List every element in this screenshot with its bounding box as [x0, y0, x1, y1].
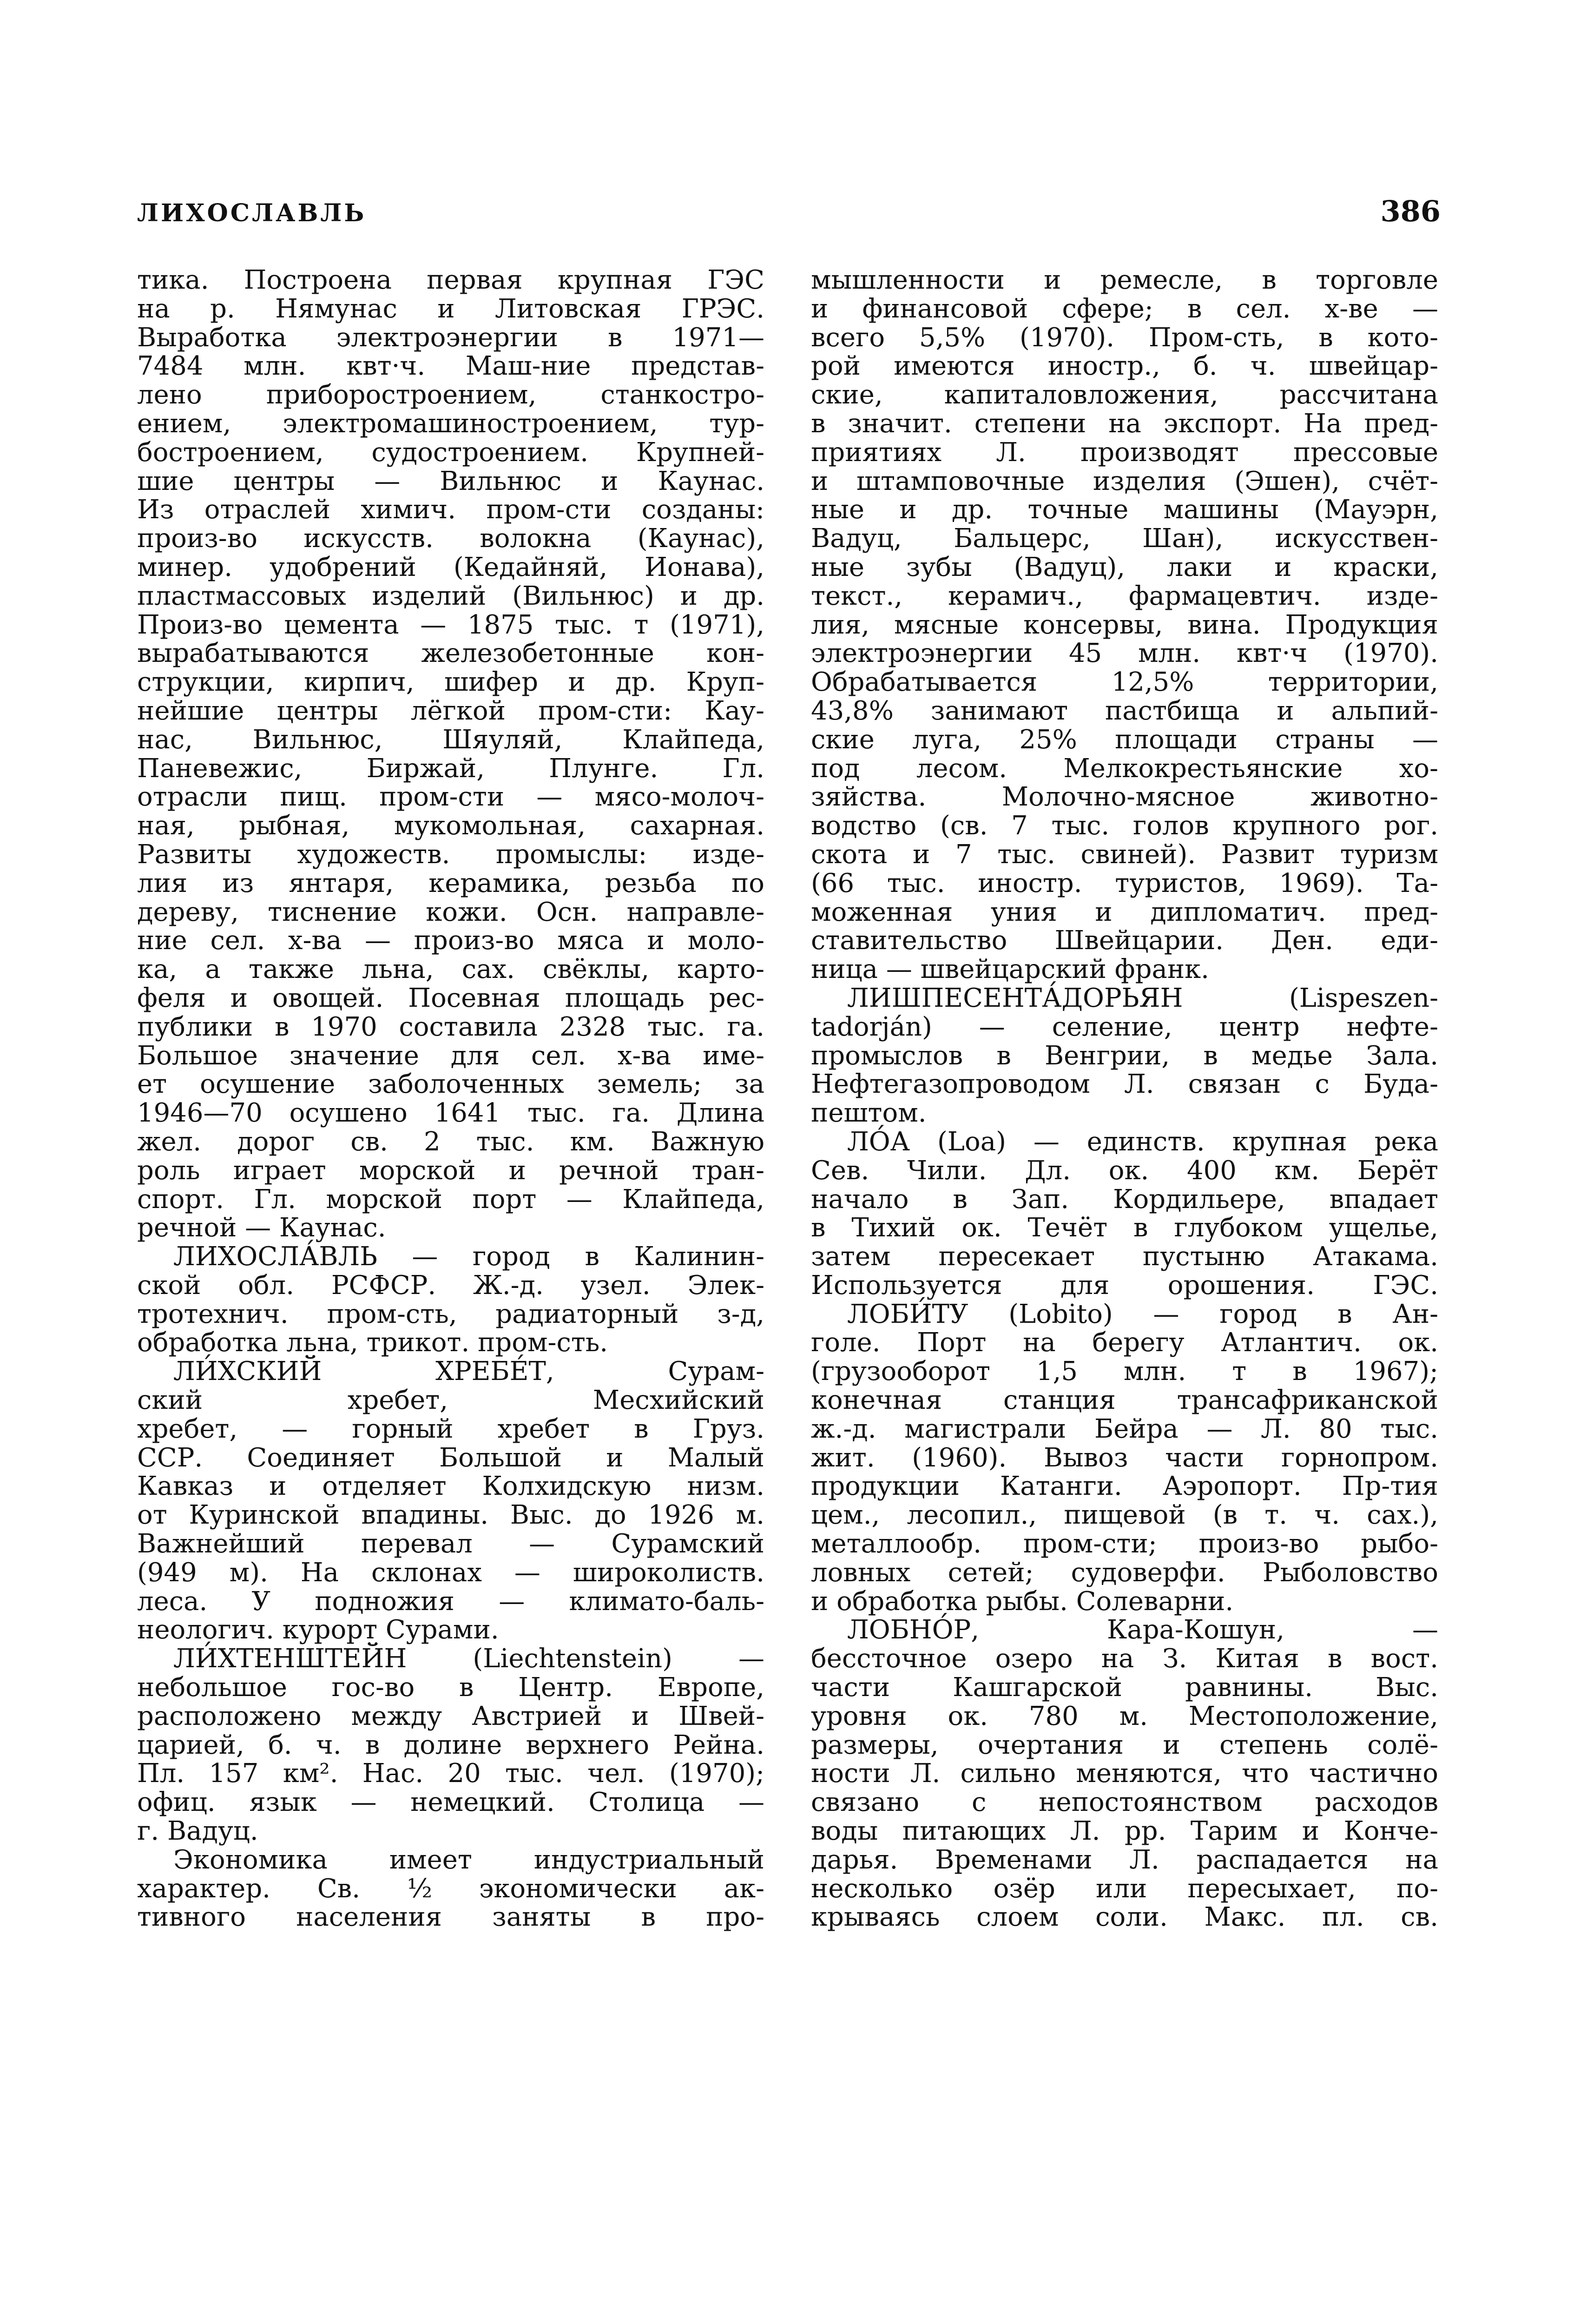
entry-start-line: ЛИШПЕСЕНТА́ДОРЬЯН (Lispeszen- — [847, 983, 1438, 1013]
entry-start-line: ЛИ́ХСКИЙ ХРЕБЕ́Т, Сурам- — [173, 1356, 764, 1387]
text-line: воды питающих Л. рр. Тарим и Конче- — [811, 1816, 1438, 1847]
text-line: связано с непостоянством расходов — [811, 1787, 1438, 1818]
text-line: на р. Нямунас и Литовская ГРЭС. — [137, 293, 764, 324]
text-line: неологич. курорт Сурами. — [137, 1615, 499, 1645]
text-line: ница — швейцарский франк. — [811, 954, 1209, 985]
text-line: Нефтегазопроводом Л. связан с Буда- — [811, 1069, 1438, 1100]
text-line: и финансовой сфере; в сел. х-ве — — [811, 293, 1438, 324]
text-line: ловных сетей; судоверфи. Рыболовство — [811, 1557, 1438, 1588]
text-line: Паневежис, Биржай, Плунге. Гл. — [137, 753, 764, 784]
text-line: от Куринской впадины. Выс. до 1926 м. — [137, 1500, 764, 1531]
text-line: ские, капиталовложения, рассчитана — [811, 380, 1438, 410]
page-number: 386 — [1380, 194, 1441, 228]
text-line: продукции Катанги. Аэропорт. Пр-тия — [811, 1471, 1438, 1502]
text-line: в Тихий ок. Течёт в глубоком ущелье, — [811, 1213, 1438, 1243]
text-line: части Кашгарской равнины. Выс. — [811, 1672, 1438, 1703]
entry-start-line: ЛОБНО́Р, Кара-Кошун, — — [847, 1615, 1438, 1645]
text-line: и штамповочные изделия (Эшен), счёт- — [811, 466, 1438, 496]
text-line: Пл. 157 км². Нас. 20 тыс. чел. (1970); — [137, 1758, 764, 1789]
text-line: нас, Вильнюс, Шяуляй, Клайпеда, — [137, 724, 764, 755]
text-line: Важнейший перевал — Сурамский — [137, 1529, 764, 1559]
text-line: бостроением, судостроением. Крупней- — [137, 437, 764, 468]
text-line: текст., керамич., фармацевтич. изде- — [811, 581, 1438, 611]
text-line: расположено между Австрией и Швей- — [137, 1701, 764, 1731]
text-line: (грузооборот 1,5 млн. т в 1967); — [811, 1356, 1438, 1387]
text-line: роль играет морской и речной тран- — [137, 1155, 764, 1186]
text-line: лия, мясные консервы, вина. Продукция — [811, 609, 1438, 640]
text-line: офиц. язык — немецкий. Столица — — [137, 1787, 764, 1818]
text-line: Обрабатывается 12,5% территории, — [811, 667, 1438, 698]
text-line: 1946—70 осушено 1641 тыс. га. Длина — [137, 1098, 764, 1129]
text-line: Выработка электроэнергии в 1971— — [137, 322, 764, 353]
entry-start-line: ЛО́А (Loa) — единств. крупная река — [847, 1126, 1438, 1157]
text-line: ные и др. точные машины (Мауэрн, — [811, 495, 1438, 525]
text-line: ние сел. х-ва — произ-во мяса и моло- — [137, 925, 764, 956]
text-line: Кавказ и отделяет Колхидскую низм. — [137, 1471, 764, 1502]
text-line: характер. Св. ½ экономически ак- — [137, 1873, 764, 1904]
text-line: Произ-во цемента — 1875 тыс. т (1971), — [137, 609, 764, 640]
text-line: леса. У подножия — климато-баль- — [137, 1586, 764, 1617]
text-line: (949 м). На склонах — широколиств. — [137, 1557, 764, 1588]
text-line: электроэнергии 45 млн. квт·ч (1970). — [811, 638, 1438, 669]
running-title: ЛИХОСЛАВЛЬ — [137, 199, 367, 227]
text-line: лия из янтаря, керамика, резьба по — [137, 868, 764, 898]
text-line: Вадуц, Бальцерс, Шан), искусствен- — [811, 523, 1438, 554]
text-line: ные зубы (Вадуц), лаки и краски, — [811, 552, 1438, 582]
text-line: вырабатываются железобетонные кон- — [137, 638, 764, 669]
text-line: феля и овощей. Посевная площадь рес- — [137, 983, 764, 1013]
text-line: всего 5,5% (1970). Пром-сть, в кото- — [811, 322, 1438, 353]
text-line: Большое значение для сел. х-ва име- — [137, 1040, 764, 1071]
text-line: 7484 млн. квт·ч. Маш-ние представ- — [137, 351, 764, 382]
text-line: царией, б. ч. в долине верхнего Рейна. — [137, 1730, 764, 1760]
entry-start-line: ЛОБИ́ТУ (Lobito) — город в Ан- — [847, 1299, 1438, 1329]
text-line: начало в Зап. Кордильере, впадает — [811, 1184, 1438, 1215]
text-line: ка, а также льна, сах. свёклы, карто- — [137, 954, 764, 985]
entry-start-line: Экономика имеет индустриальный — [173, 1844, 764, 1875]
text-line: скота и 7 тыс. свиней). Развит туризм — [811, 839, 1438, 870]
text-line: жит. (1960). Вывоз части горнопром. — [811, 1442, 1438, 1473]
text-line: ставительство Швейцарии. Ден. еди- — [811, 925, 1438, 956]
text-line: ские луга, 25% площади страны — — [811, 724, 1438, 755]
text-line: уровня ок. 780 м. Местоположение, — [811, 1701, 1438, 1731]
text-line: публики в 1970 составила 2328 тыс. га. — [137, 1011, 764, 1042]
text-line: жел. дорог св. 2 тыс. км. Важную — [137, 1126, 764, 1157]
text-line: шие центры — Вильнюс и Каунас. — [137, 466, 764, 496]
text-line: нейшие центры лёгкой пром-сти: Кау- — [137, 695, 764, 726]
text-line: пештом. — [811, 1098, 927, 1129]
text-line: произ-во искусств. волокна (Каунас), — [137, 523, 764, 554]
text-line: спорт. Гл. морской порт — Клайпеда, — [137, 1184, 764, 1215]
text-line: ский хребет, Месхийский — [137, 1385, 764, 1416]
text-line: цем., лесопил., пищевой (в т. ч. сах.), — [811, 1500, 1438, 1531]
text-line: и обработка рыбы. Солеварни. — [811, 1586, 1234, 1617]
text-line: конечная станция трансафриканской — [811, 1385, 1438, 1416]
text-line: струкции, кирпич, шифер и др. Круп- — [137, 667, 764, 698]
text-line: рой имеются иностр., б. ч. швейцар- — [811, 351, 1438, 382]
text-line: речной — Каунас. — [137, 1213, 386, 1243]
text-line: Из отраслей химич. пром-сти созданы: — [137, 495, 764, 525]
text-line: дарья. Временами Л. распадается на — [811, 1844, 1438, 1875]
text-line: ением, электромашиностроением, тур- — [137, 408, 764, 439]
text-line: обработка льна, трикот. пром-сть. — [137, 1327, 608, 1358]
text-line: ности Л. сильно меняются, что частично — [811, 1758, 1438, 1789]
text-line: мышленности и ремесле, в торговле — [811, 265, 1438, 295]
text-line: отрасли пищ. пром-сти — мясо-молоч- — [137, 782, 764, 812]
text-column-left — [137, 266, 764, 1932]
text-line: промыслов в Венгрии, в медье Зала. — [811, 1040, 1438, 1071]
text-line: г. Вадуц. — [137, 1816, 258, 1847]
text-line: хребет, — горный хребет в Груз. — [137, 1413, 764, 1444]
text-line: затем пересекает пустыню Атакама. — [811, 1241, 1438, 1272]
text-line: Используется для орошения. ГЭС. — [811, 1270, 1438, 1301]
text-line: минер. удобрений (Кедайняй, Ионава), — [137, 552, 764, 582]
text-line: в значит. степени на экспорт. На пред- — [811, 408, 1438, 439]
text-line: ж.-д. магистрали Бейра — Л. 80 тыс. — [811, 1413, 1438, 1444]
text-line: под лесом. Мелкокрестьянские хо- — [811, 753, 1438, 784]
text-line: водство (св. 7 тыс. голов крупного рог. — [811, 811, 1438, 841]
text-line: небольшое гос-во в Центр. Европе, — [137, 1672, 764, 1703]
text-line: приятиях Л. производят прессовые — [811, 437, 1438, 468]
text-line: голе. Порт на берегу Атлантич. ок. — [811, 1327, 1438, 1358]
text-line: зяйства. Молочно-мясное животно- — [811, 782, 1438, 812]
entry-start-line: ЛИХОСЛА́ВЛЬ — город в Калинин- — [173, 1241, 764, 1272]
text-line: ССР. Соединяет Большой и Малый — [137, 1442, 764, 1473]
text-line: размеры, очертания и степень солё- — [811, 1730, 1438, 1760]
text-line: ет осушение заболоченных земель; за — [137, 1069, 764, 1100]
text-line: tadorján) — селение, центр нефте- — [811, 1011, 1438, 1042]
text-line: крываясь слоем соли. Макс. пл. св. — [811, 1902, 1438, 1933]
text-line: Сев. Чили. Дл. ок. 400 км. Берёт — [811, 1155, 1438, 1186]
text-line: ской обл. РСФСР. Ж.-д. узел. Элек- — [137, 1270, 764, 1301]
text-line: тротехнич. пром-сть, радиаторный з-д, — [137, 1299, 764, 1329]
text-line: тивного населения заняты в про- — [137, 1902, 764, 1933]
text-line: лено приборостроением, станкостро- — [137, 380, 764, 410]
text-line: 43,8% занимают пастбища и альпий- — [811, 695, 1438, 726]
text-line: бессточное озеро на З. Китая в вост. — [811, 1644, 1438, 1674]
text-line: (66 тыс. иностр. туристов, 1969). Та- — [811, 868, 1438, 898]
text-line: Развиты художеств. промыслы: изде- — [137, 839, 764, 870]
text-line: металлообр. пром-сти; произ-во рыбо- — [811, 1529, 1438, 1559]
text-column-right — [811, 266, 1438, 1932]
text-line: моженная уния и дипломатич. пред- — [811, 897, 1438, 927]
text-line: ная, рыбная, мукомольная, сахарная. — [137, 811, 764, 841]
text-line: пластмассовых изделий (Вильнюс) и др. — [137, 581, 764, 611]
text-line: дереву, тиснение кожи. Осн. направле- — [137, 897, 764, 927]
text-line: тика. Построена первая крупная ГЭС — [137, 265, 764, 295]
text-line: несколько озёр или пересыхает, по- — [811, 1873, 1438, 1904]
entry-start-line: ЛИ́ХТЕНШТЕЙН (Liechtenstein) — — [173, 1644, 764, 1674]
